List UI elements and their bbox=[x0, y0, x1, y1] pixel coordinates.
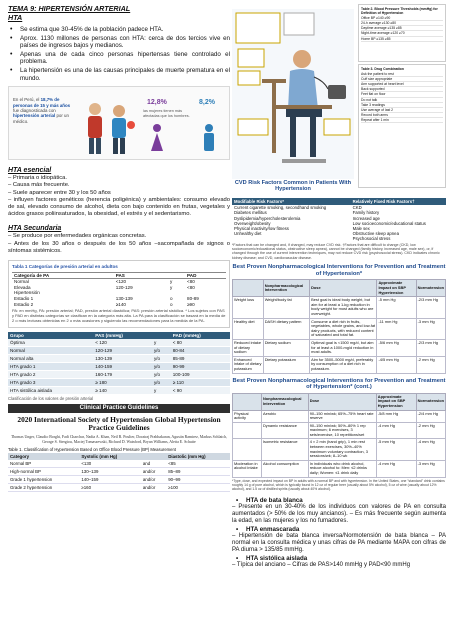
table-cell: -4 mm Hg bbox=[376, 460, 416, 477]
list-item: Overweight/obesity bbox=[234, 220, 271, 226]
column-header bbox=[233, 280, 264, 297]
bata-blanca-text: – Presente en un 30-40% de los individuos con valores de PA en consulta aumentados (> 50% de los muy ancianos). – Es más frecuente según aumenta la edad, en las mujeres y los no fumadores. bbox=[232, 504, 446, 525]
table-cell: In individuals who drink alcohol, reduce alcohol to: Men: ≤2 drinks daily; Women: ≤1 drink daily bbox=[308, 460, 376, 477]
table-cell: y/o bbox=[152, 362, 171, 370]
list-item: Psychosocial stress bbox=[352, 236, 391, 242]
table-cell: <80 bbox=[187, 279, 195, 285]
table-cell: Dynamic resistance bbox=[261, 422, 308, 439]
column-header: Approximate Impact on SBP Hypertension bbox=[376, 393, 416, 410]
hta-secundaria-text: – Se produce por enfermedades orgánicas concretas. – Antes de los 30 años o después de los 50 años –sacompañada de signos o síntomas sistémicos. bbox=[8, 233, 230, 254]
table-cell: and bbox=[141, 460, 166, 468]
list-item: Do not talk bbox=[361, 98, 443, 103]
table-cell: HTA sistólica aislada bbox=[8, 386, 93, 394]
list-item: Physical inactivity/low fitness bbox=[234, 226, 289, 232]
table-cell: Enhanced intake of dietary potassium bbox=[233, 356, 264, 373]
table-cell: < 120 bbox=[93, 339, 152, 347]
table-cell: 90–99 bbox=[166, 476, 230, 484]
table-cell: HTA grado 2 bbox=[8, 370, 93, 378]
column-header bbox=[141, 453, 166, 460]
hta-bullet-list bbox=[8, 26, 230, 82]
table-row bbox=[8, 460, 230, 468]
column-header: Dose bbox=[310, 280, 377, 297]
table-cell: ≥90 bbox=[187, 301, 195, 307]
table-cell: ≥160 bbox=[79, 484, 141, 492]
table-cell: Normal BP bbox=[8, 460, 79, 468]
table-cell: and/or bbox=[141, 484, 166, 492]
table-row bbox=[233, 410, 446, 422]
table-cell: Alcohol consumption bbox=[261, 460, 308, 477]
column-header: Nonpharmacological Intervention bbox=[263, 280, 309, 297]
table-cell: <85 bbox=[166, 460, 230, 468]
column-header: Normotension bbox=[416, 280, 445, 297]
column-header: PAS bbox=[114, 272, 168, 279]
table-cell: 140-159 bbox=[93, 362, 152, 370]
table-cell: -4 mm Hg bbox=[376, 422, 416, 439]
list-item: Male sex bbox=[352, 226, 370, 232]
table-cell: Elevada bbox=[14, 284, 31, 290]
page-title: TEMA 9: HIPERTENSIÓN ARTERIAL bbox=[8, 4, 131, 13]
table-cell: y/o bbox=[152, 346, 171, 354]
list-item: Take 3 readings bbox=[361, 103, 443, 108]
ish-classification-table: Table 1. Classification of Hypertension Based on Office Blood Pressure (BP) Measurement Category Systolic (mm Hg) Diastolic (mm Hg) Normal BP <130 and <85 High-normal BP 130–139 and/or 85–89 Grade 1 hypertension 140–159 and/or 90–99 Grade 2 hypertension ≥160 and/or ≥100 bbox=[8, 447, 230, 492]
table-cell: y/o bbox=[152, 354, 171, 362]
list-item: • Se estima que 30-45% de la población padece HTA. bbox=[8, 26, 230, 34]
hta-esencial-text: – Primaria o idiopática. – Causa más frecuente. – Suele aparecer entre 30 y los 50 años – influyen factores genéticos (herencia poligénica) y ambientales: consumo elevado de sal, elevado consumo de alcohol, dieta con bajo contenido en frutas, vegetales y ácidos grasos poliinsaturados, la obesidad, el estrés y el sedentarismo. bbox=[8, 175, 230, 218]
table-cell: -4/5 mm Hg bbox=[377, 356, 416, 373]
list-item: Home BP ≥135 ≥85 bbox=[361, 37, 443, 42]
list-item: Current cigarette smoking, secondhand smoking bbox=[234, 205, 327, 211]
list-item: Night-time average ≥120 ≥70 bbox=[361, 31, 443, 36]
list-item: Feet flat on floor bbox=[361, 92, 443, 97]
hta-types-list bbox=[232, 497, 446, 570]
table-cell: -2/4 mm Hg bbox=[416, 410, 445, 422]
guidelines-banner: Clinical Practice Guidelines bbox=[8, 404, 230, 413]
column-header: Categoría de PA bbox=[12, 272, 114, 279]
table-cell: ≥ 110 bbox=[171, 378, 230, 386]
table-cell: -3 mm Hg bbox=[416, 318, 445, 339]
list-item: Use average of last 2 bbox=[361, 108, 443, 113]
list-item: Unhealthy diet bbox=[234, 231, 262, 237]
table-cell: -11 mm Hg bbox=[377, 318, 416, 339]
table-row bbox=[8, 386, 230, 394]
interventions-title: Best Proven Nonpharmacological Interventions for Prevention and Treatment of Hypertension* bbox=[232, 264, 446, 277]
list-item: Daytime average ≥135 ≥85 bbox=[361, 26, 443, 31]
table-cell: 90–150 min/wk; 50%–80% 1 rep maximum; 6 exercises, 3 sets/exercise, 10 repetitions/set bbox=[308, 422, 376, 439]
table-cell: ≥ 180 bbox=[93, 378, 152, 386]
threshold-mini-table: Table 2. Blood Pressure Thresholds (mmHg) for Definition of Hypertension Office BP ≥140 ≥90 24-h average ≥130 ≥80 Daytime average ≥135 ≥85 Night-time average ≥120 ≥70 Home BP ≥135 ≥85 bbox=[358, 4, 446, 62]
table-cell: 4 × 2 min (hand grip), 1 min rest between exercises, 30%–40% maximum voluntary contraction, 3 sessions/wk; 8–10 wk bbox=[308, 439, 376, 460]
hta-esencial-heading: HTA esencial bbox=[8, 167, 52, 175]
list-item: Obstructive sleep apnea bbox=[352, 231, 399, 237]
list-item: Repeat after 1 min bbox=[361, 118, 443, 123]
table-cell: Estadio 2 bbox=[14, 301, 34, 307]
list-item: Family history bbox=[352, 210, 380, 216]
measurement-figure-area bbox=[232, 4, 446, 193]
table-cell: Isometric resistance bbox=[261, 439, 308, 460]
table-cell: -4 mm Hg bbox=[416, 439, 445, 460]
table-cell: -2 mm Hg bbox=[416, 356, 445, 373]
table-cell: o bbox=[169, 301, 173, 307]
table-row bbox=[8, 468, 230, 476]
table-cell: -2/3 mm Hg bbox=[416, 297, 445, 318]
table-row bbox=[8, 362, 230, 370]
table-cell: <120 bbox=[115, 279, 127, 285]
column-header: PAD bbox=[185, 272, 226, 279]
table-cell: -5/8 mm Hg bbox=[376, 410, 416, 422]
table-cell: Consume a diet rich in fruits, vegetables, whole grains, and low-fat dairy products, with reduced content of saturated and total fat. bbox=[310, 318, 377, 339]
table-cell: Best goal is ideal body weight, but aim for at least a 1-kg reduction in body weight for most adults who are overweight. bbox=[310, 297, 377, 318]
table-cell: 85–89 bbox=[166, 468, 230, 476]
list-item: CKD bbox=[352, 205, 362, 211]
table-row bbox=[8, 346, 230, 354]
table-cell: HTA grado 3 bbox=[8, 378, 93, 386]
table-cell: -5 mm Hg bbox=[376, 439, 416, 460]
column-header: PAD (mmHg) bbox=[171, 332, 230, 339]
column-header: Normotension bbox=[416, 393, 445, 410]
stat-men: 8,2% bbox=[199, 99, 215, 107]
table-cell: 100-109 bbox=[171, 370, 230, 378]
table-cell: 160-179 bbox=[93, 370, 152, 378]
list-item: • Aprox. 1130 millones de personas con HTA: cerca de dos tercios vive en países de ingresos bajos y medianos. bbox=[8, 35, 230, 50]
man-icon bbox=[201, 123, 217, 153]
stat-label: las mujeres tienen más afectadas que los hombres. bbox=[143, 109, 190, 118]
interventions-cont-title: Best Proven Nonpharmacological Interventions for Prevention and Treatment of Hypertension* (cont.) bbox=[232, 377, 446, 391]
table-cell: Aerobic bbox=[261, 410, 308, 422]
list-item: • La hipertensión es una de las causas principales de muerte prematura en el mundo. bbox=[8, 67, 230, 82]
table-cell: Physical activity bbox=[233, 410, 262, 422]
table-cell: and/or bbox=[141, 476, 166, 484]
sistolica-heading: • HTA sistólica aislada bbox=[232, 555, 446, 562]
guidelines-authors: Thomas Unger, Claudio Borghi, Fadi Charchar, Nadia A. Khan, Neil R. Poulter, Dorairaj Prabhakaran, Agustin Ramirez, Markus Schlaich, George S. Stergiou, Maciej Tomaszewski, Richard D. Wainford, Bryan Williams, Aletta E. Schutte bbox=[10, 434, 228, 444]
table-cell: -2/3 mm Hg bbox=[416, 339, 445, 356]
table-cell bbox=[233, 439, 262, 460]
table-row bbox=[8, 378, 230, 386]
list-item: • Apenas una de cada cinco personas hipertensas tiene controlado el problema. bbox=[8, 51, 230, 66]
column-header: PAS (mmHg) bbox=[93, 332, 152, 339]
list-item: Ask the patient to rest bbox=[361, 72, 443, 77]
table-cell: ≥100 bbox=[166, 484, 230, 492]
table-cell: Normal alta bbox=[8, 354, 93, 362]
section-hta-heading: HTA bbox=[8, 13, 23, 22]
column-header: Nonpharmacological Intervention bbox=[261, 393, 308, 410]
table-cell: 130-139 bbox=[93, 354, 152, 362]
table-cell: y bbox=[152, 386, 171, 394]
table-cell: and/or bbox=[141, 468, 166, 476]
bp-classification-table: Grupo PAS (mmHg) PAD (mmHg) Óptima < 120 y < 80 Normal 120-129 y/o 80-84 Normal alta 130-139 y/o 85-89 HTA grado 1 140-159 y/o 90-99 HTA grado 2 160-179 y/o 100-109 HTA grado 3 ≥ 180 y/o ≥ 110 HTA sistólica aislada ≥ 140 y < 90 Clasificación de los valores de presión arterial bbox=[8, 332, 230, 401]
table-cell: Healthy diet bbox=[233, 318, 264, 339]
table-cell: 85-89 bbox=[171, 354, 230, 362]
column-header bbox=[168, 272, 185, 279]
list-item: Office BP ≥140 ≥90 bbox=[361, 16, 443, 21]
list-item: Dyslipidemia/hypercholesterolemia bbox=[234, 215, 301, 221]
column-header: Grupo bbox=[8, 332, 93, 339]
table-cell: Hipertensión bbox=[14, 290, 40, 296]
table-cell: Grade 1 hypertension bbox=[8, 476, 79, 484]
people-illustration-icon bbox=[79, 95, 139, 157]
left-column bbox=[8, 4, 230, 492]
cvd-figure-title: CVD Risk Factors Common in Patients With Hypertension bbox=[234, 180, 352, 193]
table-row bbox=[233, 318, 446, 339]
table-cell: Reduced intake of dietary sodium bbox=[233, 339, 264, 356]
table-row bbox=[233, 356, 446, 373]
table-cell: DASH dietary pattern bbox=[263, 318, 309, 339]
table-cell: HTA grado 1 bbox=[8, 362, 93, 370]
table-row bbox=[12, 302, 226, 308]
table-cell: Optimal goal is <1500 mg/d, but aim for at least a 1000-mg/d reduction in most adults. bbox=[310, 339, 377, 356]
table-cell: Óptima bbox=[8, 339, 93, 347]
table-cell: 90–150 min/wk; 65%–75% heart rate reserve bbox=[308, 410, 376, 422]
table-cell: Normal bbox=[14, 279, 29, 285]
column-header: Approximate Impact on SBP Hypertension bbox=[377, 280, 416, 297]
stat-women: 12,8% bbox=[147, 99, 167, 107]
right-column bbox=[232, 4, 446, 569]
bata-blanca-heading: • HTA de bata blanca bbox=[232, 497, 446, 504]
list-item: Cuff size appropriate bbox=[361, 77, 443, 82]
sistolica-text: – Típica del anciano – Cifras de PAS>140 mmHg y PAD<90 mmHg bbox=[232, 562, 411, 569]
enmascarada-text: – Hipertensión de bata blanca inversa/Normotensión de bata blanca – PA normal en la consulta médica y unas cifras de PA mediante MAPA con cifras de PA diurna > 135/85 mmHg. bbox=[232, 533, 446, 554]
bp-categories-table: Tabla 1 Categorías de presión arterial en adultos Categoría de PA PAS PAD Normal <120 y <80 Elevada 120-129 y <80 Hipertensión Estadio 1 130-139 o 80-89 Estadio 2 ≥140 o ≥90 PA: en mmHg, PA: presión arterial; PAD, presión arterial diastólica; PAS: presión arterial sistólica. * Los sujetos con PAS y PAD en distintas categorías se clasifican en la categoría más alta. La PA para la clasificación se basará en la media de 2 o más lecturas obtenidas en 2 o más ocasiones y siguiendo las recomendaciones para la medida de la PA. bbox=[8, 260, 230, 328]
peru-infographic bbox=[8, 86, 230, 160]
table-cell: y/o bbox=[152, 378, 171, 386]
table-cell: Grade 2 hypertension bbox=[8, 484, 79, 492]
table-cell: Dietary potassium bbox=[263, 356, 309, 373]
table-cell: 130-139 bbox=[115, 295, 133, 301]
table-cell: 140–159 bbox=[79, 476, 141, 484]
table-cell: -3 mm Hg bbox=[416, 460, 445, 477]
table-row bbox=[8, 339, 230, 347]
list-item: Low socioeconomic/educational status bbox=[352, 220, 426, 226]
column-header: Category bbox=[8, 453, 79, 460]
column-header bbox=[233, 393, 262, 410]
table-cell: Weight loss bbox=[233, 297, 264, 318]
table-cell: Aim for 3500–5000 mg/d, preferably by consumption of a diet rich in potassium. bbox=[310, 356, 377, 373]
table-row bbox=[233, 422, 446, 439]
table-cell: High-normal BP bbox=[8, 468, 79, 476]
table-cell: 90-99 bbox=[171, 362, 230, 370]
table-cell: -2 mm Hg bbox=[416, 422, 445, 439]
table-cell: < 90 bbox=[171, 386, 230, 394]
table-cell: Estadio 1 bbox=[14, 295, 34, 301]
table-row bbox=[8, 370, 230, 378]
table-cell: <130 bbox=[79, 460, 141, 468]
table-cell: Normal bbox=[8, 346, 93, 354]
enmascarada-heading: • HTA enmascarada bbox=[232, 526, 446, 533]
woman-icon bbox=[149, 123, 165, 153]
table-cell: y bbox=[169, 284, 173, 290]
table-cell: y bbox=[152, 339, 171, 347]
list-item: 24-h average ≥130 ≥80 bbox=[361, 21, 443, 26]
table-row bbox=[8, 476, 230, 484]
table-cell: ≥ 140 bbox=[93, 386, 152, 394]
measurement-mini-table: Table 3. Drug Combination Ask the patient to rest Cuff size appropriate Arm supported at heart level Back supported Feet flat on floor Do not talk Take 3 readings Use average of last 2 Record both arms Repeat after 1 min bbox=[358, 64, 446, 188]
table-row bbox=[233, 439, 446, 460]
list-item: Arm supported at heart level bbox=[361, 82, 443, 87]
cvd-risk-table: Modifiable Risk Factors* Relatively Fixed Risk Factors† Current cigarette smoking, secondhand smoking Diabetes mellitus Dyslipidemia/hypercholesterolemia Overweight/obesity Physical inactivity/low fitness Unhealthy diet CKD Family history Increased age Low socioeconomic/educational status Male sex Obstructive sleep apnea Psychosocial stress *Factors that can be changed and, if changed, may reduce CVD risk. †Factors that are difficult to change (CKD, low socioeconomic/educational status, obstructive sleep apnea), cannot be changed (family history, increased age, male sex), or, if changed through the use of current intervention techniques, may not reduce CVD risk (psychosocial stress). CKD indicates chronic kidney disease; and CVD, cardiovascular disease. bbox=[232, 198, 446, 260]
table-cell: Dietary sodium bbox=[263, 339, 309, 356]
interventions-cont-table: Nonpharmacological Intervention Dose Approximate Impact on SBP Hypertension Normotension Physical activity Aerobic 90–150 min/wk; 65%–75% heart rate reserve -5/8 mm Hg -2/4 mm Hg Dynamic resistance 90–150 min/wk; 50%–80% 1 rep maximum; 6 exercises, 3 sets/exercise, 10 repetitions/set -4 mm Hg -2 mm Hg Isometric resistance 4 × 2 min (hand grip), 1 min rest between exercises, 30%–40% maximum voluntary contraction, 3 sessions/wk; 8–10 wk -5 mm Hg -4 mm Hg Moderation in alcohol intake Alcohol consumption In individuals who drink alcohol, reduce alcohol to: Men: ≤2 drinks daily; Women: ≤1 drink daily -4 mm Hg -3 mm Hg *Type, dose, and expected impact on BP in adults with a normal BP and with hypertension. In the United States, one "standard" drink contains roughly 14 g of pure alcohol, which is typically found in 12 oz of regular beer (usually about 5% alcohol), 5 oz of wine (usually about 12% alcohol), and 1.5 oz of distilled spirits (usually about 40% alcohol). bbox=[232, 393, 445, 491]
list-item: Record both arms bbox=[361, 113, 443, 118]
interventions-table bbox=[232, 279, 446, 373]
table-cell: 120-129 bbox=[115, 284, 133, 290]
table-cell: 120-129 bbox=[93, 346, 152, 354]
table-cell: -5/6 mm Hg bbox=[377, 339, 416, 356]
table-cell: Moderation in alcohol intake bbox=[233, 460, 262, 477]
table-row bbox=[8, 484, 230, 492]
column-header: Diastolic (mm Hg) bbox=[166, 453, 230, 460]
list-item: Back supported bbox=[361, 87, 443, 92]
table-cell: <80 bbox=[187, 284, 195, 290]
guidelines-title: 2020 International Society of Hypertension Global Hypertension Practice Guidelines bbox=[17, 414, 221, 433]
column-header: Dose bbox=[308, 393, 376, 410]
table-cell: -5 mm Hg bbox=[377, 297, 416, 318]
list-item: Diabetes mellitus bbox=[234, 210, 267, 216]
table-cell: y bbox=[169, 279, 173, 285]
table-row bbox=[233, 297, 446, 318]
table-cell: Weight/body fat bbox=[263, 297, 309, 318]
table-cell: 130–139 bbox=[79, 468, 141, 476]
table-cell: y/o bbox=[152, 370, 171, 378]
table-cell: ≥140 bbox=[115, 301, 126, 307]
infographic-text: En el Perú, el 18,7% de personas de 15 y más años fue diagnosticada con hipertensión arterial por un médico. bbox=[13, 97, 71, 124]
list-item: Increased age bbox=[352, 215, 380, 221]
table-cell: < 80 bbox=[171, 339, 230, 347]
table-row bbox=[233, 460, 446, 477]
table-cell: o bbox=[169, 295, 173, 301]
hta-secundaria-heading: HTA Secundaria bbox=[8, 225, 62, 233]
column-header bbox=[152, 332, 171, 339]
table-row bbox=[8, 354, 230, 362]
column-header: Systolic (mm Hg) bbox=[79, 453, 141, 460]
bp-measurement-illustration-icon bbox=[232, 4, 354, 190]
table-cell: 80-84 bbox=[171, 346, 230, 354]
table-row bbox=[233, 339, 446, 356]
table-cell: 80-89 bbox=[187, 295, 199, 301]
table-cell bbox=[233, 422, 262, 439]
